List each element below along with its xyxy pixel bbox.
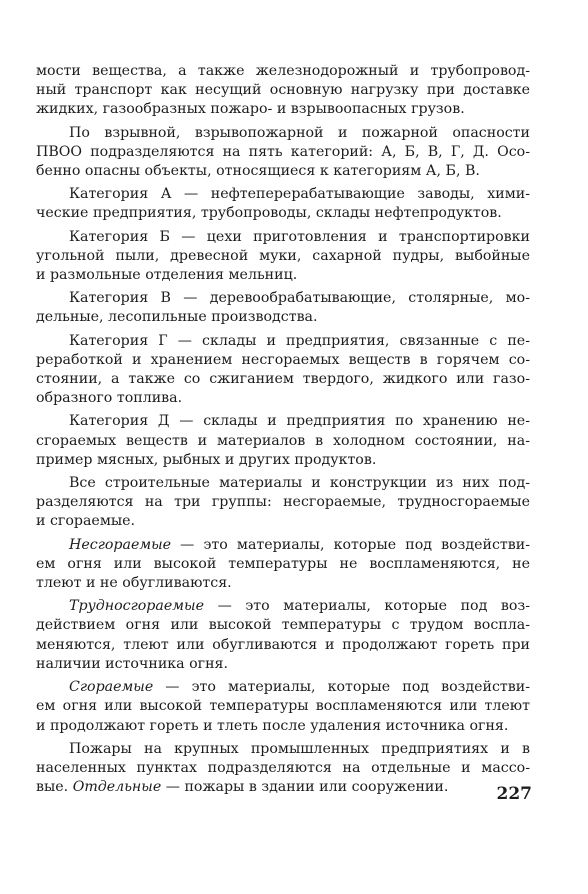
text-line [36,655,530,674]
text-segment: разделяются на три группы: несгораемые, трудносгораемые [36,494,530,511]
paragraph [36,412,530,470]
text-line [36,332,530,351]
text-segment: Категория Г — склады и предприятия, связанные с пе- [69,332,530,349]
text-segment: населенных пунктах подразделяются на отдельные и массо- [36,759,530,776]
text-segment: — пожары в здании или сооружении. [161,779,449,796]
text-segment: Категория Д — склады и предприятия по хранению не- [69,413,530,430]
text-segment: ем огня или высокой температуры не воспламеняются, не [36,555,530,572]
text-line [36,432,530,451]
text-segment: стоянии, а также со сжиганием твердого, жидкого или газо- [36,371,530,388]
defined-term: Сгораемые [69,679,154,696]
text-line [36,370,530,389]
text-line [36,204,530,223]
text-line [36,289,530,308]
paragraph [36,740,530,798]
text-segment: Категория Б — цехи приготовления и транспортировки [69,228,530,245]
text-segment: реработкой и хранением несгораемых веществ в горячем со- [36,351,530,368]
text-segment: угольной пыли, древесной муки, сахарной пудры, выбойные [36,247,530,264]
text-line [36,697,530,716]
text-segment: сгораемых веществ и материалов в холодном состоянии, на- [36,432,530,449]
text-line [36,124,530,143]
text-segment: — это материалы, которые под воздействи- [153,679,530,696]
text-segment: ем огня или высокой температуры воспламеняются или тлеют [36,698,530,715]
text-line [36,62,530,81]
text-line [36,351,530,370]
text-segment: — это материалы, которые под воз- [203,598,530,615]
paragraph [36,228,530,286]
text-line [36,474,530,493]
text-line [36,228,530,247]
paragraph [36,124,530,182]
text-line [36,512,530,531]
text-line [36,185,530,204]
text-segment: меняются, тлеют или обугливаются и продолжают гореть при [36,636,530,653]
defined-term: Трудносгораемые [69,598,204,615]
defined-term: Отдельные [72,779,162,796]
paragraph [36,185,530,223]
text-segment: ный транспорт как несущий основную нагрузку при доставке [36,82,530,99]
defined-term: Несгораемые [69,536,172,553]
text-segment: действием огня или высокой температуры с трудом воспла- [36,617,530,634]
text-segment: наличии источника огня. [36,655,228,672]
text-line [36,616,530,635]
text-line [36,493,530,512]
paragraph [36,62,530,120]
paragraph [36,536,530,594]
text-segment: тлеют и не обугливаются. [36,575,232,592]
text-line [36,555,530,574]
text-line [36,597,530,616]
text-line [36,162,530,181]
text-segment: — это материалы, которые под воздействи- [171,536,530,553]
body-text [36,62,530,801]
text-line [36,778,530,797]
text-segment: и размольные отделения мельниц. [36,267,298,284]
text-segment: дельные, лесопильные производства. [36,309,318,326]
paragraph [36,332,530,409]
text-segment: Категория В — деревообрабатывающие, столярные, мо- [69,290,530,307]
text-line [36,678,530,697]
text-segment: и продолжают гореть и тлеть после удаления источника огня. [36,717,509,734]
text-line [36,143,530,162]
text-segment: Все строительные материалы и конструкции из них под- [69,475,530,492]
text-line [36,389,530,408]
page-number: 227 [496,784,532,804]
paragraph [36,289,530,327]
text-line [36,451,530,470]
text-segment: бенно опасны объекты, относящиеся к категориям А, Б, В. [36,163,480,180]
text-segment: вые. [36,779,73,796]
text-segment: Пожары на крупных промышленных предприятиях и в [69,740,530,757]
text-line [36,759,530,778]
text-segment: По взрывной, взрывопожарной и пожарной опасности [69,124,530,141]
paragraph [36,678,530,736]
text-line [36,636,530,655]
text-segment: пример мясных, рыбных и других продуктов. [36,451,377,468]
text-segment: ПВОО подразделяются на пять категорий: А, Б, В, Г, Д. Осо- [36,143,530,160]
text-segment: жидких, газообразных пожаро- и взрывоопасных грузов. [36,101,465,118]
paragraph [36,474,530,532]
text-line [36,740,530,759]
text-line [36,412,530,431]
text-segment: Категория А — нефтеперерабатывающие заводы, хими- [69,186,530,203]
text-segment: образного топлива. [36,390,183,407]
text-line [36,247,530,266]
paragraph [36,597,530,674]
text-line [36,536,530,555]
text-segment: и сгораемые. [36,513,136,530]
text-line [36,574,530,593]
text-line [36,266,530,285]
text-line [36,717,530,736]
text-segment: ческие предприятия, трубопроводы, склады нефтепродуктов. [36,205,502,222]
text-segment: мости вещества, а также железнодорожный и трубопровод- [36,63,530,79]
text-line [36,308,530,327]
text-line [36,81,530,100]
text-line [36,100,530,119]
